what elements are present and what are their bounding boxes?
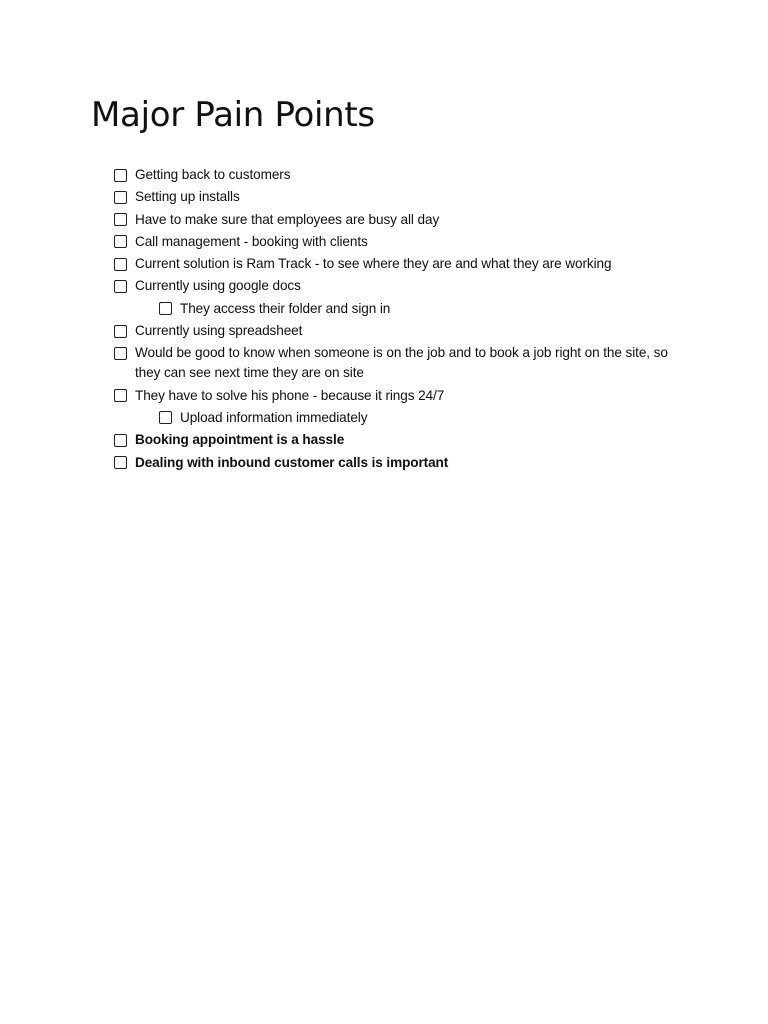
checkbox[interactable] <box>159 302 172 315</box>
pain-points-checklist <box>114 165 694 475</box>
checklist-item <box>114 343 694 383</box>
checklist-item <box>114 210 694 230</box>
checkbox[interactable] <box>114 325 127 338</box>
page-title: Major Pain Points <box>91 95 375 135</box>
checklist-item-label: Currently using google docs <box>135 278 301 294</box>
checklist-subitem <box>114 299 694 319</box>
checkbox[interactable] <box>114 169 127 182</box>
checklist-subitem <box>114 408 694 428</box>
checklist-item <box>114 386 694 406</box>
checkbox[interactable] <box>159 411 172 424</box>
checklist-item-label: Setting up installs <box>135 189 240 205</box>
checkbox[interactable] <box>114 434 127 447</box>
checklist-item-label: They have to solve his phone - because it rings 24/7 <box>135 387 445 403</box>
checklist-item-label: Dealing with inbound customer calls is important <box>135 454 449 470</box>
checklist-item-label: They access their folder and sign in <box>180 300 391 316</box>
checklist-item-label: Currently using spreadsheet <box>135 323 303 339</box>
checklist-item <box>114 321 694 341</box>
checklist-item-label: Getting back to customers <box>135 167 291 182</box>
checklist-item-label: Current solution is Ram Track - to see where they are and what they are working <box>135 256 612 272</box>
checklist-item-label: Call management - booking with clients <box>135 233 368 249</box>
checkbox[interactable] <box>114 347 127 360</box>
checkbox[interactable] <box>114 235 127 248</box>
checklist-item <box>114 187 694 207</box>
checklist-item-label: Have to make sure that employees are busy all day <box>135 211 440 227</box>
checklist-item <box>114 232 694 252</box>
checklist-item <box>114 276 694 296</box>
checklist-item <box>114 430 694 450</box>
checklist-item-label: Upload information immediately <box>180 409 368 425</box>
checkbox[interactable] <box>114 456 127 469</box>
checkbox[interactable] <box>114 213 127 226</box>
checklist-item-label: Booking appointment is a hassle <box>135 432 345 448</box>
checkbox[interactable] <box>114 258 127 271</box>
checklist-item <box>114 165 694 185</box>
checkbox[interactable] <box>114 280 127 293</box>
checkbox[interactable] <box>114 389 127 402</box>
checklist-item-label: Would be good to know when someone is on the job and to book a job right on the site, so they can see next time they are on site <box>135 345 668 381</box>
checklist-item <box>114 453 694 473</box>
checklist-item <box>114 254 694 274</box>
checkbox[interactable] <box>114 191 127 204</box>
